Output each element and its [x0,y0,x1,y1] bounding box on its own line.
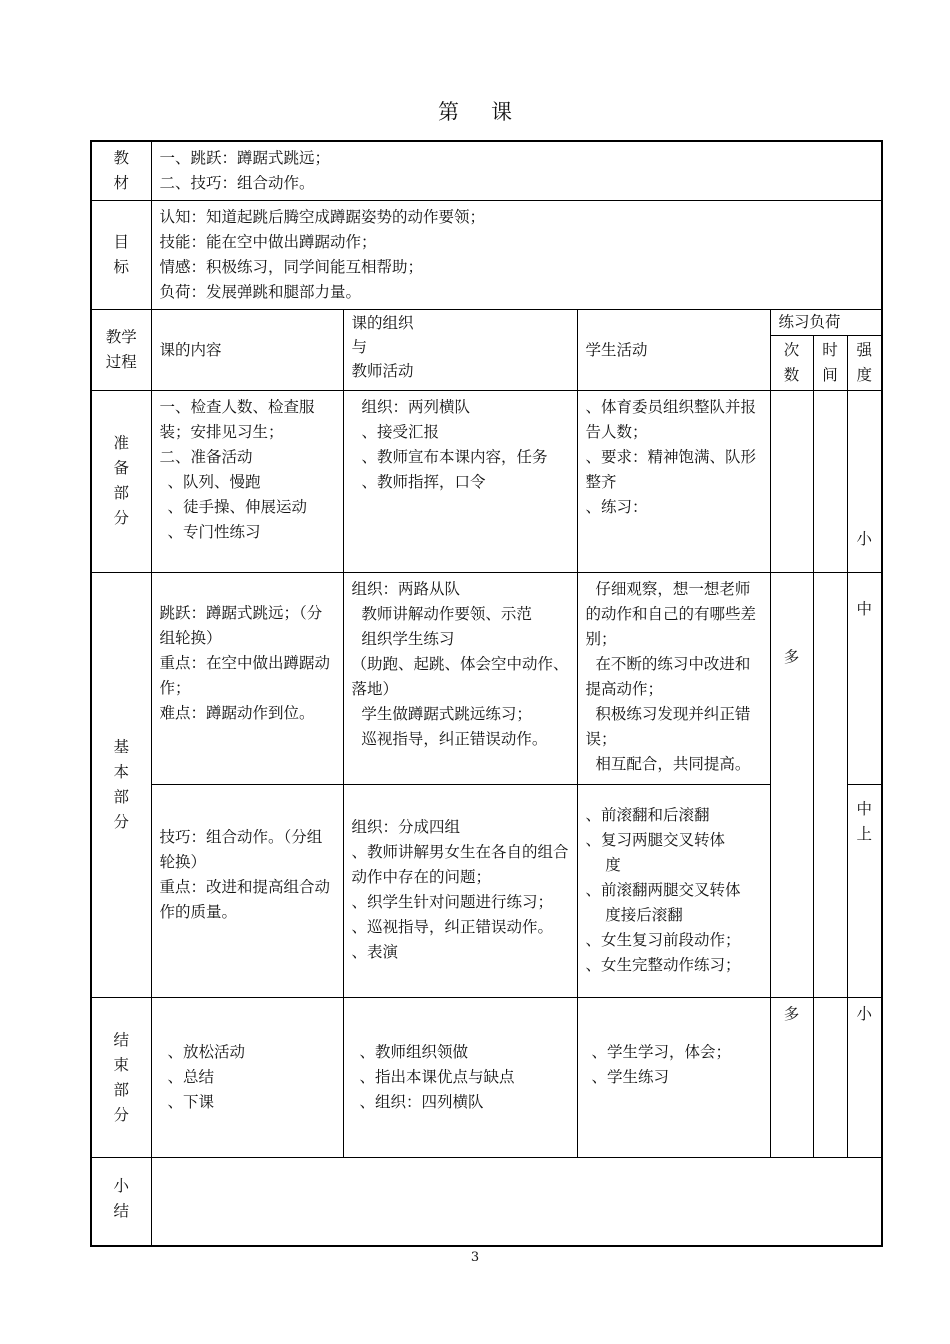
header-load: 练习负荷 [778,313,841,331]
end-organization: 、教师组织领做 、指出本课优点与缺点 、组织：四列横队 [359,1043,515,1111]
header-intensity: 强 度 [856,341,873,384]
title-part-2: 课 [491,100,512,124]
basic-a-student: 仔细观察，想一想老师的动作和自己的有哪些差别； 在不断的练习中改进和提高动作； 积极练习发现并纠正错误； 相互配合，共同提高。 [585,580,757,773]
prep-organization: 组织：两列横队 、接受汇报 、教师宣布本课内容，任务 、教师指挥，口令 [361,398,548,491]
end-student: 、学生学习，体会； 、学生练习 [591,1043,732,1086]
goal-lines: 认知：知道起跳后腾空成蹲踞姿势的动作要领； 技能：能在空中做出蹲踞动作； 情感：积极练习，同学间能互相帮助； 负荷：发展弹跳和腿部力量。 [159,208,486,301]
basic-a-content: 跳跃：蹲踞式跳远；（分组轮换） 重点：在空中做出蹲踞动作； 难点：蹲踞动作到位。 [159,604,331,722]
end-intensity: 小 [856,1005,873,1023]
header-process: 教学 过程 [105,328,137,371]
basic-count: 多 [783,648,800,666]
basic-b-organization: 组织：分成四组 、教师讲解男女生在各自的组合动作中存在的问题； 、织学生针对问题进行练习； 、巡视指导，纠正错误动作。 、表演 [351,818,569,961]
basic-a-organization: 组织：两路从队 教师讲解动作要领、示范 组织学生练习 （助跑、起跳、体会空中动作、落地） 学生做蹲踞式跳远练习； 巡视指导，纠正错误动作。 [351,580,569,748]
basic-b-content: 技巧：组合动作。（分组轮换） 重点：改进和提高组合动作的质量。 [159,828,331,921]
header-student: 学生活动 [585,340,648,359]
material-lines: 一、跳跃：蹲踞式跳远； 二、技巧：组合动作。 [159,149,331,192]
header-row [91,310,882,336]
prep-student: 、体育委员组织整队并报告人数； 、要求：精神饱满、队形整齐 、练习： [585,398,757,516]
header-count: 次 数 [783,341,800,384]
basic-row-b [91,785,882,998]
goal-row [91,201,882,310]
prep-intensity: 小 [856,530,873,548]
end-label: 结 束 部 分 [113,1030,129,1124]
end-row [91,998,882,1158]
basic-b-intensity: 中 上 [856,800,873,843]
prep-content: 一、检查人数、检查服装；安排见习生； 二、准备活动 、队列、慢跑 、徒手操、伸展运动 、专门性练习 [159,398,315,541]
end-count: 多 [783,1005,800,1023]
summary-row [91,1158,882,1246]
page-number: 3 [470,1250,480,1265]
header-time: 时 间 [822,341,838,384]
basic-b-student: 、前滚翻和后滚翻 、复习两腿交叉转体 度 、前滚翻两腿交叉转体 度接后滚翻 、女生复习前段动作； 、女生完整动作练习； [585,806,741,974]
page-title [0,96,950,126]
header-content: 课的内容 [159,340,222,359]
summary-label: 小 结 [113,1177,129,1220]
end-content: 、放松活动 、总结 、下课 [167,1043,246,1111]
material-label: 教 材 [113,149,129,192]
goal-label: 目 标 [113,233,129,276]
basic-row-a [91,573,882,785]
prep-row [91,391,882,573]
prep-label: 准 备 部 分 [113,434,129,527]
basic-label: 基 本 部 分 [113,738,129,831]
title-part-1: 第 [438,100,459,124]
material-row [91,141,882,201]
lesson-plan-table [90,140,883,1247]
basic-a-intensity: 中 [856,600,873,618]
header-organization: 课的组织 与 教师活动 [351,314,414,380]
